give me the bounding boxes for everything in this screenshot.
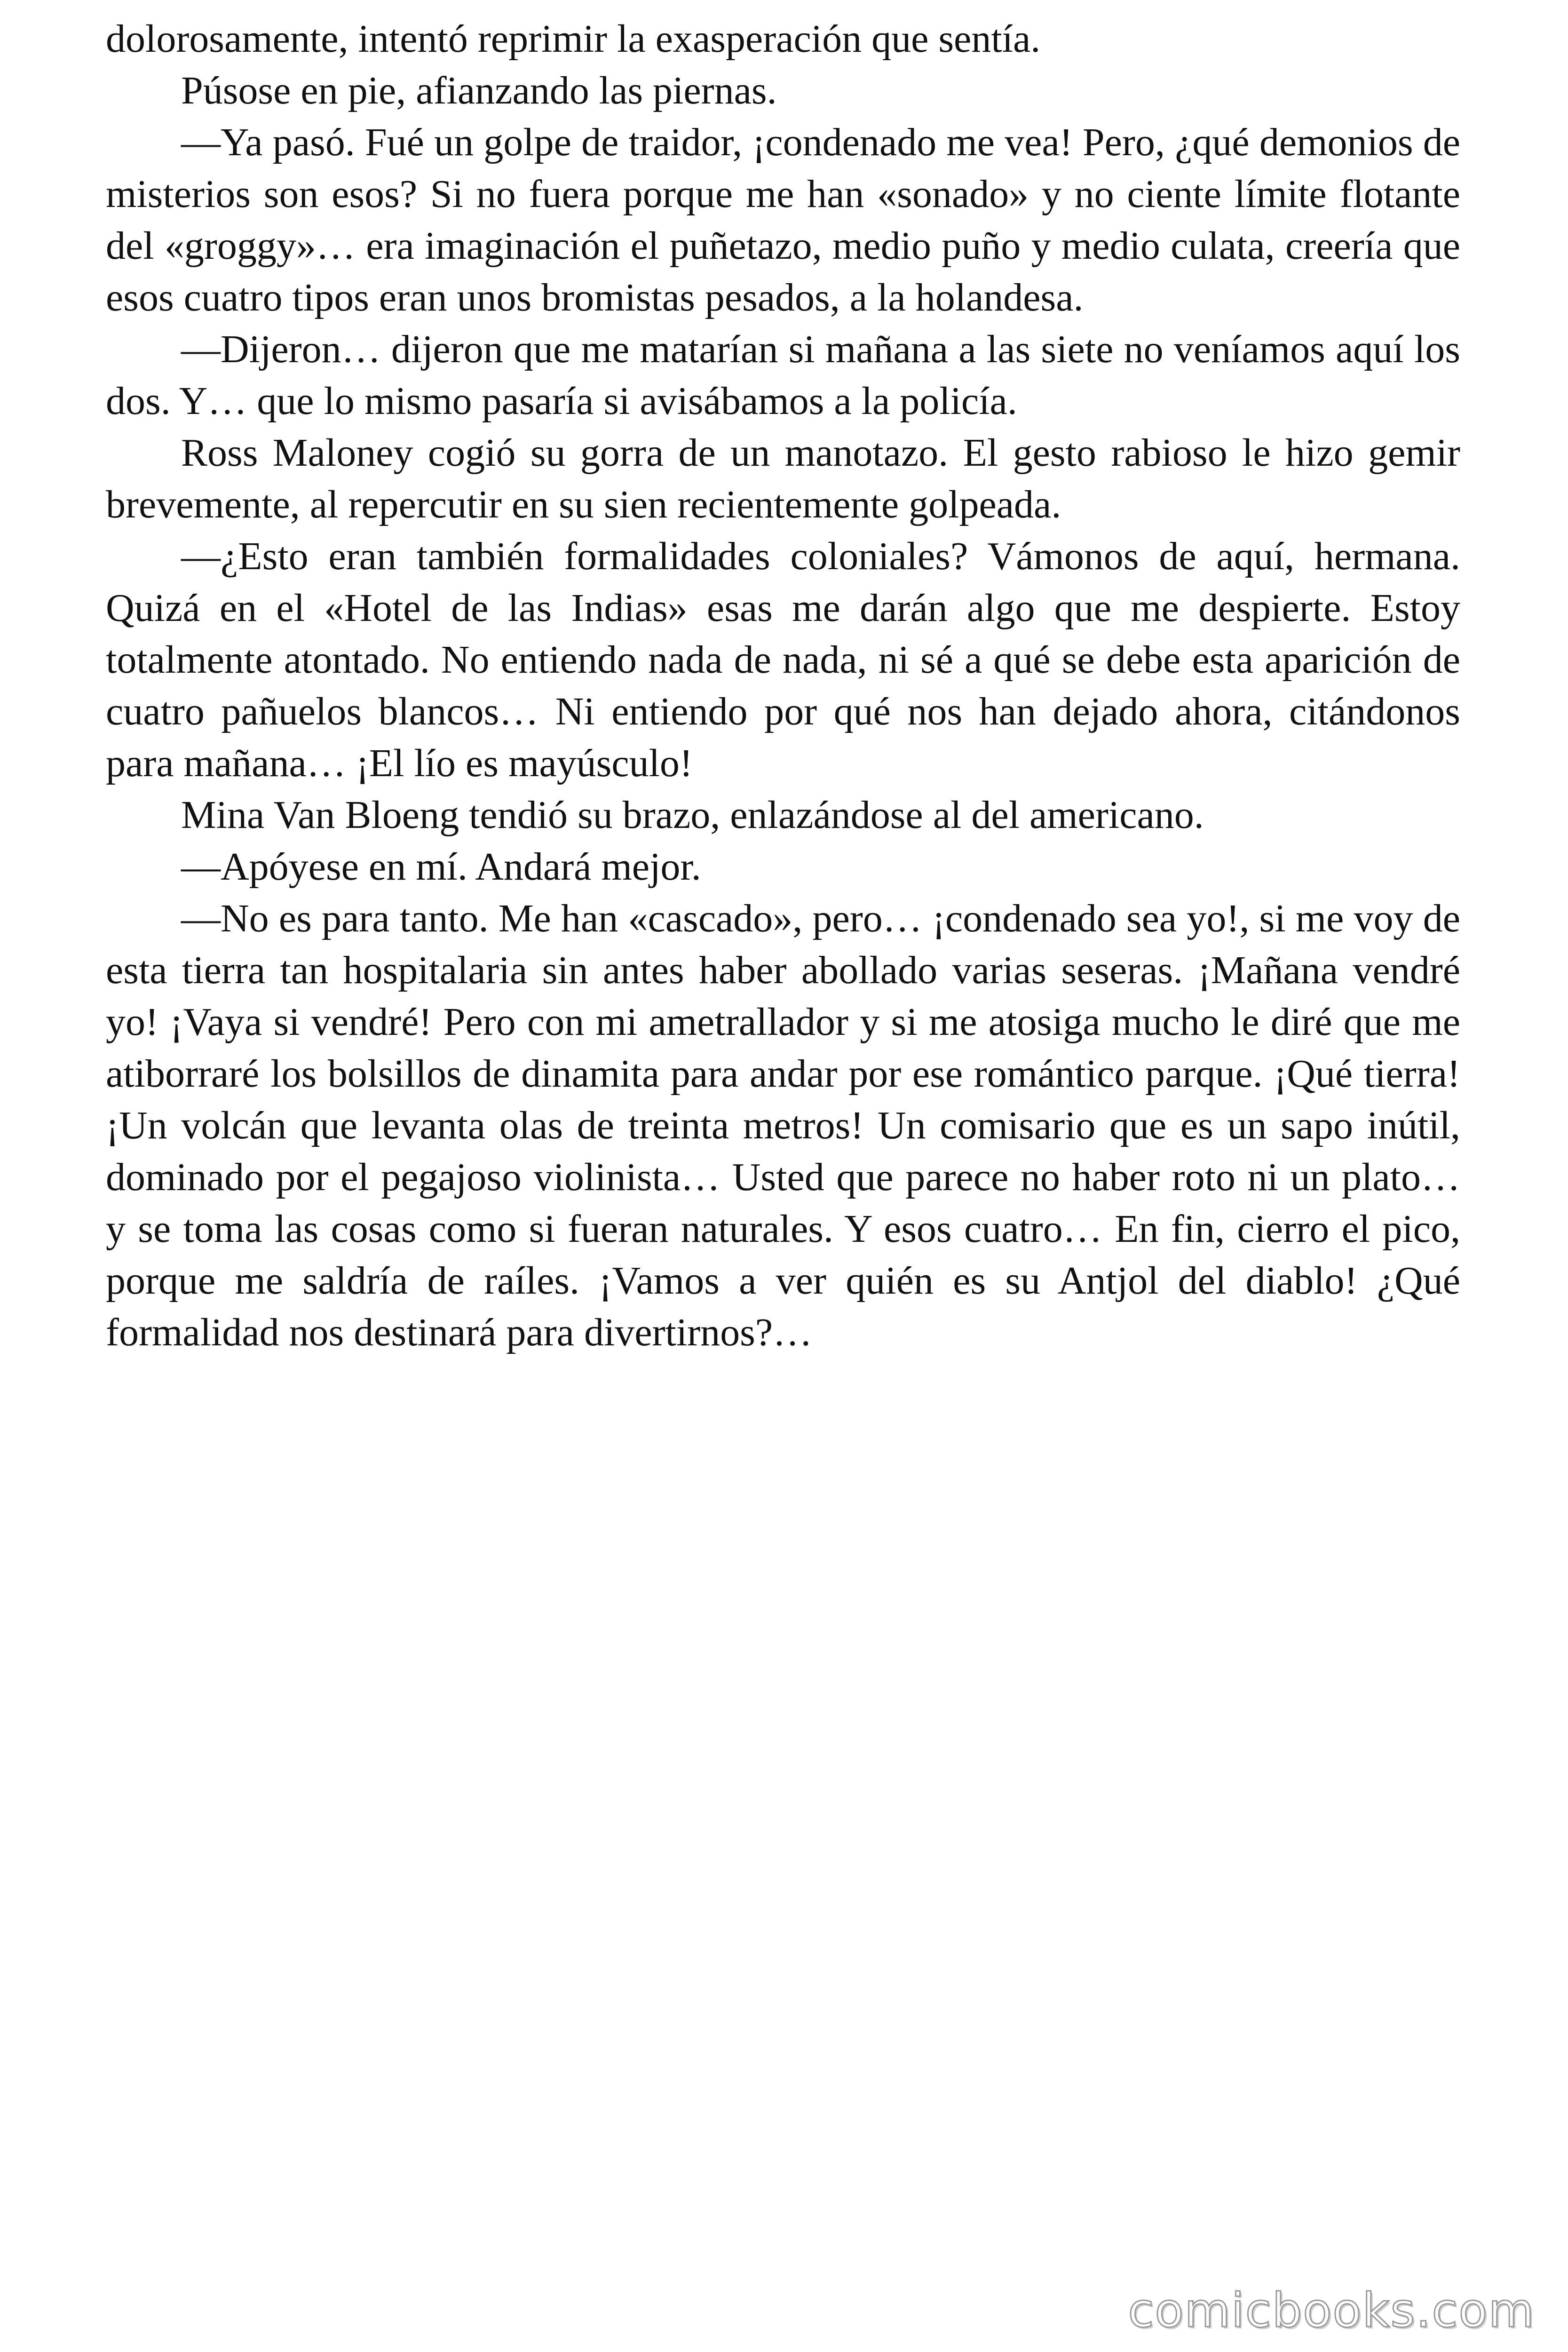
paragraph-7: Mina Van Bloeng tendió su brazo, enlazándose al del americano. (181, 793, 1204, 837)
paragraph-1: dolorosamente, intentó reprimir la exasperación que sentía. (106, 17, 1041, 61)
paragraph-2: Púsose en pie, afianzando las piernas. (181, 69, 777, 112)
paragraph-6: —¿Esto eran también formalidades coloniales? Vámonos de aquí, hermana. Quizá en el «Hotel de las Indias» esas me darán algo que me despierte. Estoy totalmente atontado. No entiendo nada de nada, ni sé a qué se debe esta aparición de cuatro pañuelos blancos… Ni entiendo por qué nos han dejado ahora, citándonos para mañana… ¡El lío es mayúsculo! (106, 534, 1460, 785)
page-body-text (106, 13, 1460, 1359)
paragraph-5: Ross Maloney cogió su gorra de un manotazo. El gesto rabioso le hizo gemir brevemente, al repercutir en su sien recientemente golpeada. (106, 431, 1460, 526)
paragraph-3: —Ya pasó. Fué un golpe de traidor, ¡condenado me vea! Pero, ¿qué demonios de misterios son esos? Si no fuera porque me han «sonado» y no ciente límite flotante del «groggy»… era imaginación el puñetazo, medio puño y medio culata, creería que esos cuatro tipos eran unos bromistas pesados, a la holandesa. (106, 120, 1460, 319)
watermark: comicbooks.com (1128, 2283, 1535, 2338)
paragraph-4: —Dijeron… dijeron que me matarían si mañana a las siete no veníamos aquí los dos. Y… que lo mismo pasaría si avisábamos a la policía. (106, 327, 1460, 423)
paragraph-9: —No es para tanto. Me han «cascado», pero… ¡condenado sea yo!, si me voy de esta tierra tan hospitalaria sin antes haber abollado varias seseras. ¡Mañana vendré yo! ¡Vaya si vendré! Pero con mi ametrallador y si me atosiga mucho le diré que me atiborraré los bolsillos de dinamita para andar por ese romántico parque. ¡Qué tierra! ¡Un volcán que levanta olas de treinta metros! Un comisario que es un sapo inútil, dominado por el pegajoso violinista… Usted que parece no haber roto ni un plato… y se toma las cosas como si fueran naturales. Y esos cuatro… En fin, cierro el pico, porque me saldría de raíles. ¡Vamos a ver quién es su Antjol del diablo! ¿Qué formalidad nos destinará para divertirnos?… (106, 897, 1460, 1354)
paragraph-8: —Apóyese en mí. Andará mejor. (181, 845, 701, 889)
